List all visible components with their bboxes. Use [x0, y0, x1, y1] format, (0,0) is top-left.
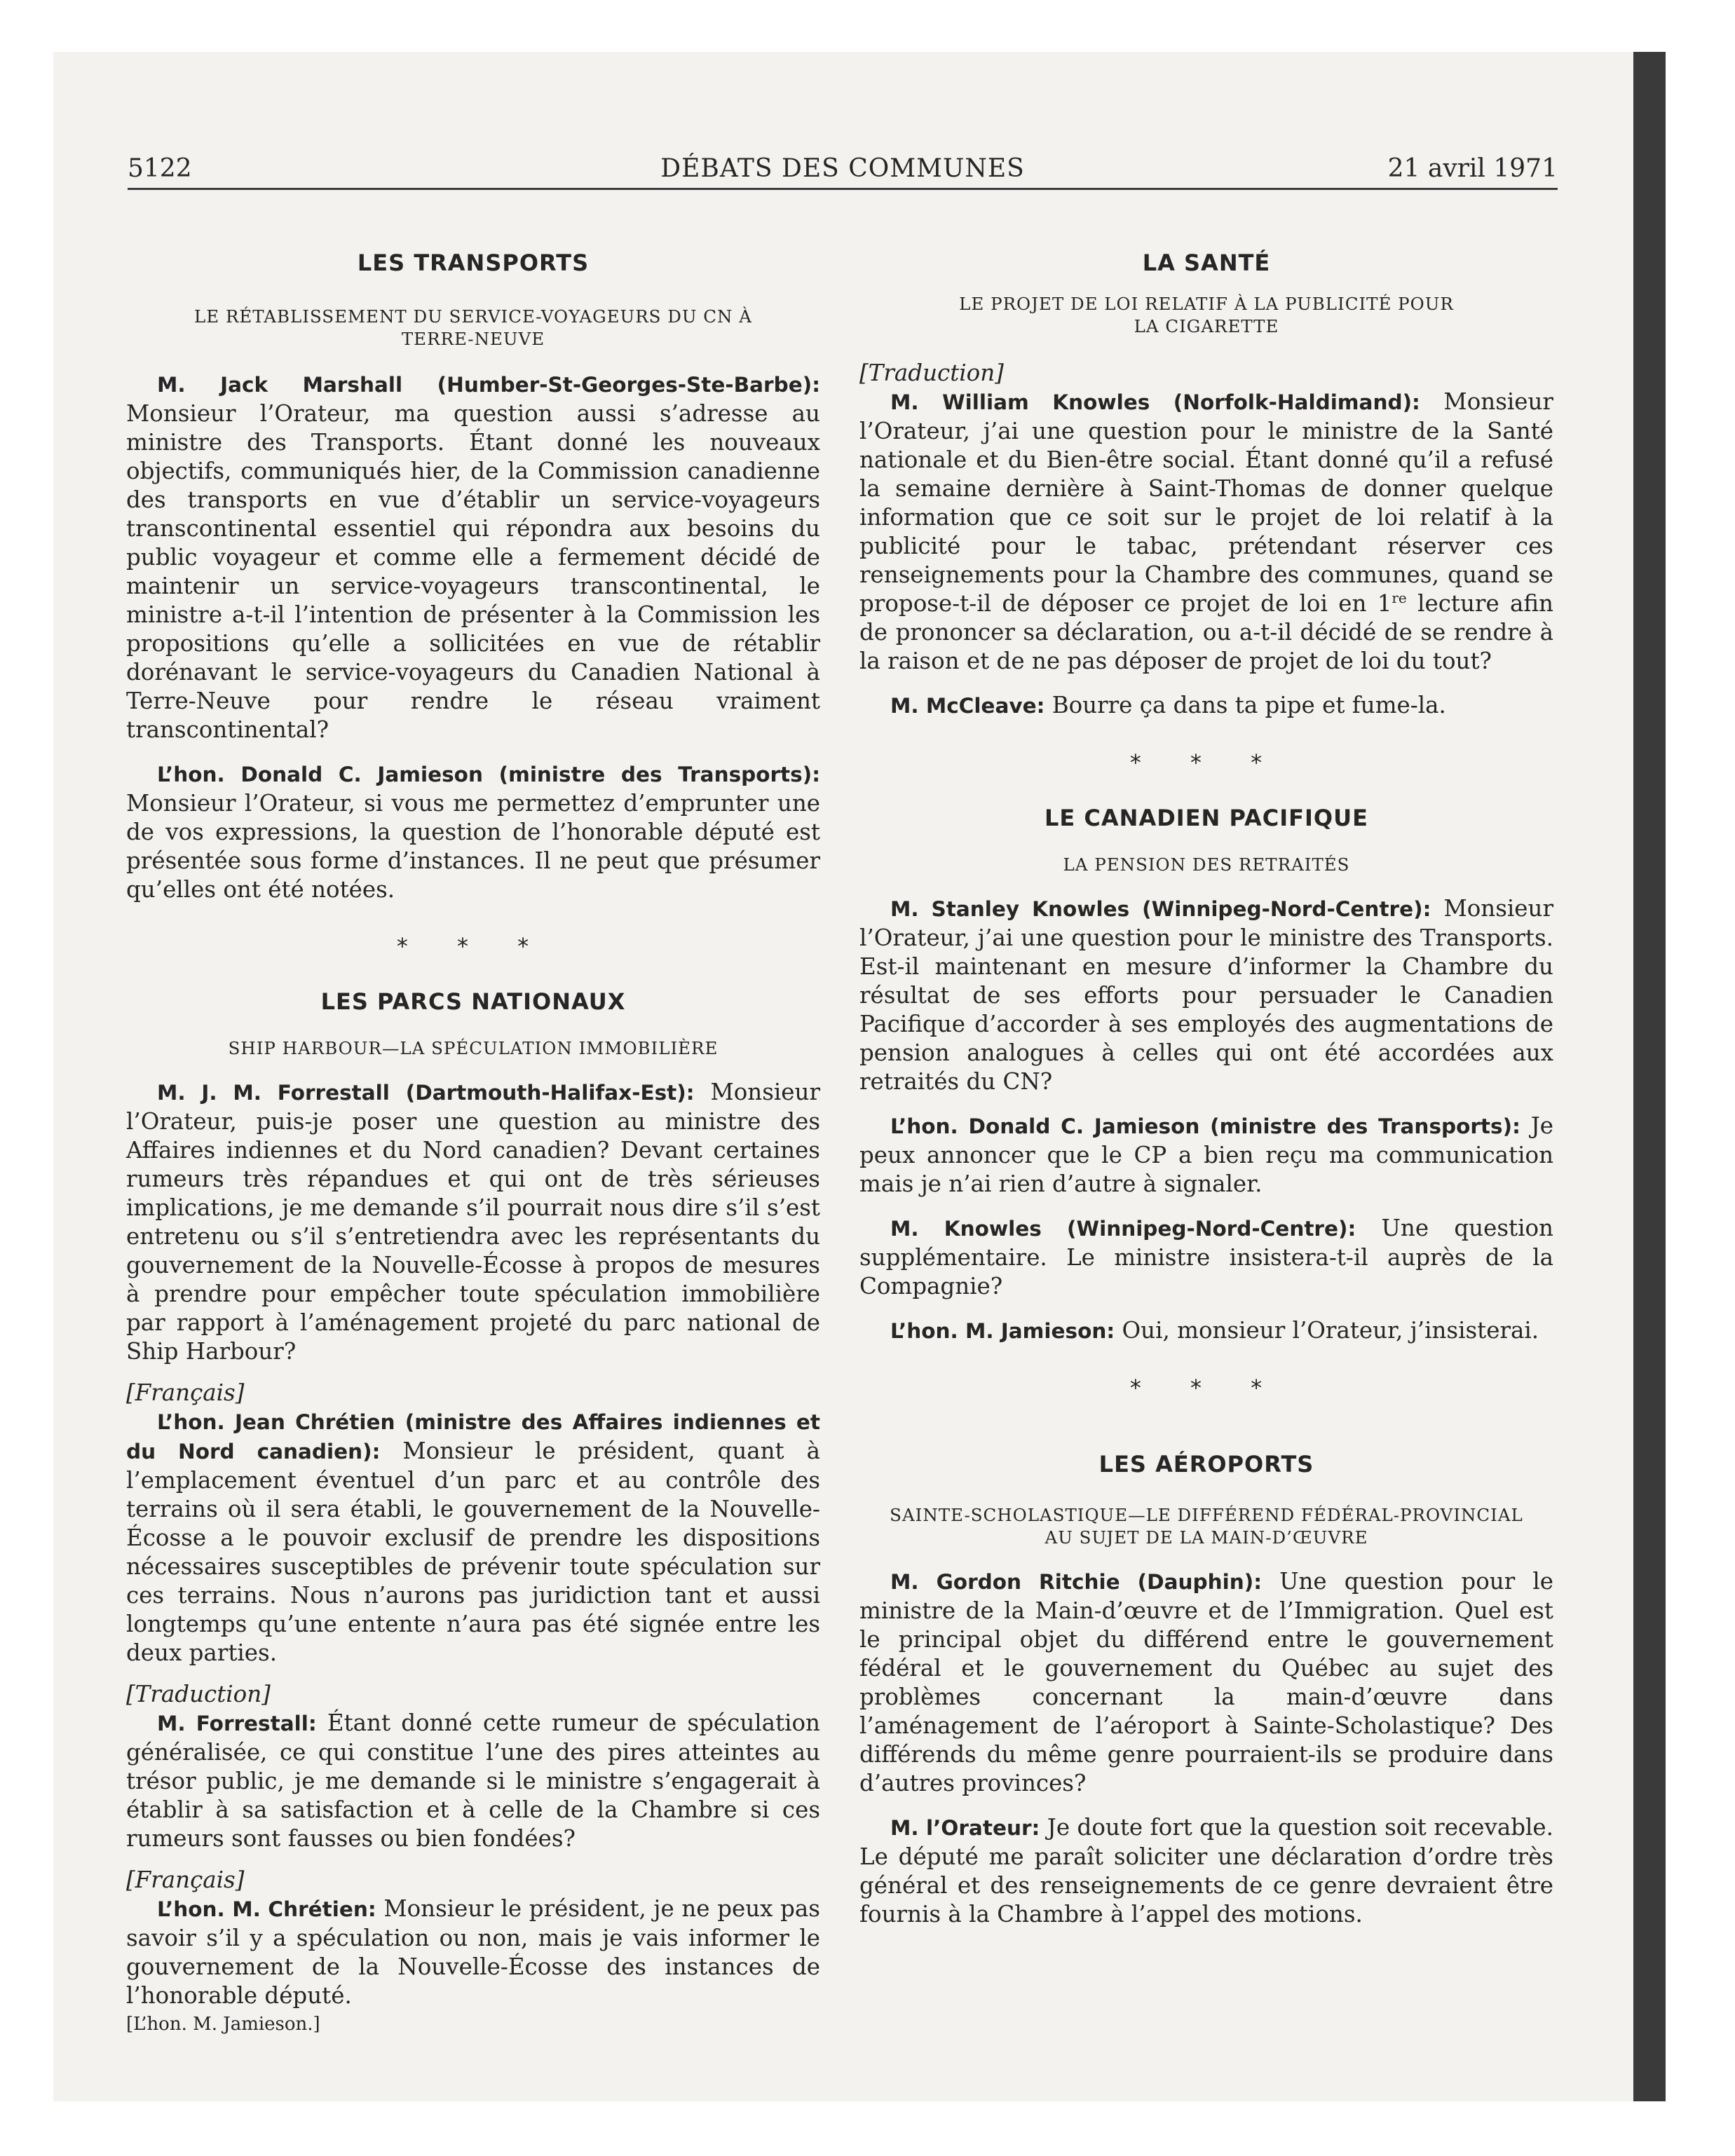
speech-text: Monsieur l’Orateur, ma question aussi s’adresse au ministre des Transports. Étant donné les nouveaux objectifs, communiqués hier, de la Commission canadienne des transports en vue d’établir un service-voyageurs transcontinental essentiel qui répondra aux besoins du public voyageur et comme elle a fermement décidé de maintenir un service-voyageurs transcontinental, le ministre a-t-il l’intention de présenter à la Commission les propositions qu’elle a sollicitées en vue de rétablir dorénavant le service-voyageurs du Canadien National à Terre-Neuve pour rendre le réseau vraiment transcontinental? — [126, 400, 820, 743]
speaker-name: M. Knowles (Winnipeg-Nord-Centre): — [890, 1217, 1356, 1241]
speech-text: lecture afin de prononcer sa déclaration, ou a-t-il décidé de se rendre à la raison et de ne pas déposer de projet de loi du tout? — [859, 590, 1553, 674]
speech-paragraph — [859, 691, 1553, 721]
speech-text: Une question pour le ministre de la Main-d’œuvre et de l’Immigration. Quel est le principal objet du différend entre le gouvernement fédéral et le gouvernement du Québec au sujet des problèmes concernant la main-d’œuvre dans l’aménagement de l’aéroport à Sainte-Scholastique? Des différends du même genre pourraient-ils se produire dans d’autres provinces? — [859, 1568, 1553, 1796]
speech-paragraph — [126, 1407, 820, 1667]
left-column — [126, 249, 820, 2039]
speech-text: Monsieur l’Orateur, j’ai une question pour le ministre de la Santé nationale et du Bien-être social. Étant donné qu’il a refusé la semaine dernière à Saint-Thomas de donner quelque information que ce soit sur le projet de loi relatif à la publicité pour le tabac, prétendant réserver ces renseignements pour la Chambre des communes, quand se propose-t-il de déposer ce projet de loi en 1 — [859, 388, 1553, 617]
section-heading: LES AÉROPORTS — [1098, 1451, 1314, 1478]
section-subheading: LE PROJET DE LOI RELATIF À LA PUBLICITÉ POUR LA CIGARETTE — [959, 294, 1454, 336]
speaker-name: L’hon. M. Chrétien: — [157, 1897, 376, 1921]
section-heading: LA SANTÉ — [1142, 250, 1271, 276]
section-heading: LE CANADIEN PACIFIQUE — [1045, 805, 1368, 831]
publication-title: DÉBATS DES COMMUNES — [660, 154, 1025, 183]
section-subheading: LA PENSION DES RETRAITÉS — [1063, 854, 1350, 875]
speech-paragraph — [859, 894, 1553, 1096]
speech-paragraph — [859, 1112, 1553, 1199]
right-column — [859, 249, 1553, 1929]
speech-text: Oui, monsieur l’Orateur, j’insisterai. — [1122, 1317, 1539, 1344]
page-number: 5122 — [128, 154, 192, 183]
language-note: [Français] — [126, 1379, 245, 1406]
section-heading: LES TRANSPORTS — [357, 250, 590, 276]
section-heading: LES PARCS NATIONAUX — [320, 988, 626, 1015]
speech-text: Monsieur l’Orateur, puis-je poser une question au ministre des Affaires indiennes et du Nord canadien? Devant certaines rumeurs très répandues et qui ont de très sérieuses implications, je me demande s’il pourrait nous dire s’il s’est entretenu ou s’il s’entretiendra avec les représentants du gouvernement de la Nouvelle-Écosse à propos de mesures à prendre pour empêcher toute spéculation immobilière par rapport à l’aménagement projeté du parc national de Ship Harbour? — [126, 1079, 820, 1365]
speech-paragraph — [859, 1813, 1553, 1929]
speech-paragraph — [126, 370, 820, 744]
binding-edge — [1633, 52, 1666, 2101]
speech-paragraph — [126, 1895, 820, 2010]
speaker-name: M. Gordon Ritchie (Dauphin): — [890, 1570, 1262, 1594]
speaker-name: M. J. M. Forrestall (Dartmouth-Halifax-Est): — [157, 1081, 695, 1105]
page-date: 21 avril 1971 — [1387, 154, 1558, 183]
speaker-name: L’hon. M. Jamieson: — [890, 1319, 1115, 1343]
speech-text: Monsieur le président, quant à l’emplacement éventuel d’un parc et au contrôle des terrains où il sera établi, le gouvernement de la Nouvelle-Écosse a le pouvoir exclusif de prendre les dispositions nécessaires susceptibles de prévenir toute spéculation sur ces terrains. Nous n’aurons pas juridiction tant et aussi longtemps qu’une entente n’aura pas été signée entre les deux parties. — [126, 1438, 820, 1666]
speaker-name: L’hon. Donald C. Jamieson (ministre des Transports): — [157, 763, 820, 786]
speech-text: Bourre ça dans ta pipe et fume-la. — [1052, 692, 1446, 718]
speaker-name: L’hon. Donald C. Jamieson (ministre des Transports): — [890, 1114, 1520, 1138]
speech-paragraph — [859, 1316, 1553, 1346]
language-note: [Français] — [126, 1867, 245, 1893]
speech-text: Monsieur le président, je ne peux pas savoir s’il y a spéculation ou non, mais je vais informer le gouvernement de la Nouvelle-Écosse des instances de l’honorable député. — [126, 1895, 820, 2009]
speech-text: Je doute fort que la question soit recevable. Le député me paraît soliciter une déclaration d’ordre très général et des renseignements de ce genre devraient être fournis à la Chambre à l’appel des motions. — [859, 1814, 1553, 1928]
language-note: [Traduction] — [859, 360, 1004, 386]
footnote-speaker: [L’hon. M. Jamieson.] — [126, 2014, 320, 2035]
speaker-name: M. Stanley Knowles (Winnipeg-Nord-Centre): — [890, 897, 1431, 921]
speech-paragraph — [859, 388, 1553, 676]
section-separator: * * * — [1129, 1374, 1284, 1401]
speech-text: Je peux annoncer que le CP a bien reçu ma communication mais je n’ai rien d’autre à signaler. — [859, 1112, 1553, 1197]
speech-text: Monsieur l’Orateur, si vous me permettez d’emprunter une de vos expressions, la question de l’honorable député est présentée sous forme d’instances. Il ne peut que présumer qu’elles ont été notées. — [126, 790, 820, 903]
speaker-name: M. William Knowles (Norfolk-Haldimand): — [890, 390, 1420, 414]
language-note: [Traduction] — [126, 1681, 271, 1707]
speaker-name: M. l’Orateur: — [890, 1816, 1040, 1840]
speech-paragraph — [126, 760, 820, 904]
speech-paragraph — [859, 1214, 1553, 1301]
section-subheading: SAINTE-SCHOLASTIQUE—LE DIFFÉREND FÉDÉRAL-PROVINCIAL AU SUJET DE LA MAIN-D’ŒUVRE — [890, 1505, 1523, 1548]
superscript: re — [1392, 589, 1407, 607]
speech-paragraph — [859, 1567, 1553, 1798]
speech-text: Étant donné cette rumeur de spéculation généralisée, ce qui constitue l’une des pires atteintes au trésor public, je me demande si le ministre s’engagerait à établir à sa satisfaction et à celle de la Chambre si ces rumeurs sont fausses ou bien fondées? — [126, 1710, 820, 1852]
speech-paragraph — [126, 1709, 820, 1853]
speaker-name: M. McCleave: — [890, 694, 1045, 718]
speaker-name: M. Forrestall: — [157, 1712, 317, 1735]
section-subheading: LE RÉTABLISSEMENT DU SERVICE-VOYAGEURS DU CN À TERRE-NEUVE — [194, 306, 752, 349]
speech-paragraph — [126, 1078, 820, 1366]
speaker-name: M. Jack Marshall (Humber-St-Georges-Ste-Barbe): — [157, 373, 820, 397]
section-separator: * * * — [1129, 749, 1284, 776]
speaker-name: L’hon. Jean Chrétien (ministre des Affaires indiennes et du Nord canadien): — [126, 1410, 820, 1464]
speech-text: Monsieur l’Orateur, j’ai une question pour le ministre des Transports. Est-il maintenant en mesure d’informer la Chambre du résultat de ses efforts pour persuader le Canadien Pacifique d’accorder à ses employés des augmentations de pension analogues à celles qui ont été accordées aux retraités du CN? — [859, 895, 1553, 1095]
speech-text: Une question supplémentaire. Le ministre insistera-t-il auprès de la Compagnie? — [859, 1215, 1553, 1299]
section-subheading: SHIP HARBOUR—LA SPÉCULATION IMMOBILIÈRE — [228, 1038, 719, 1058]
page-header — [128, 153, 1558, 190]
section-separator: * * * — [396, 933, 550, 960]
